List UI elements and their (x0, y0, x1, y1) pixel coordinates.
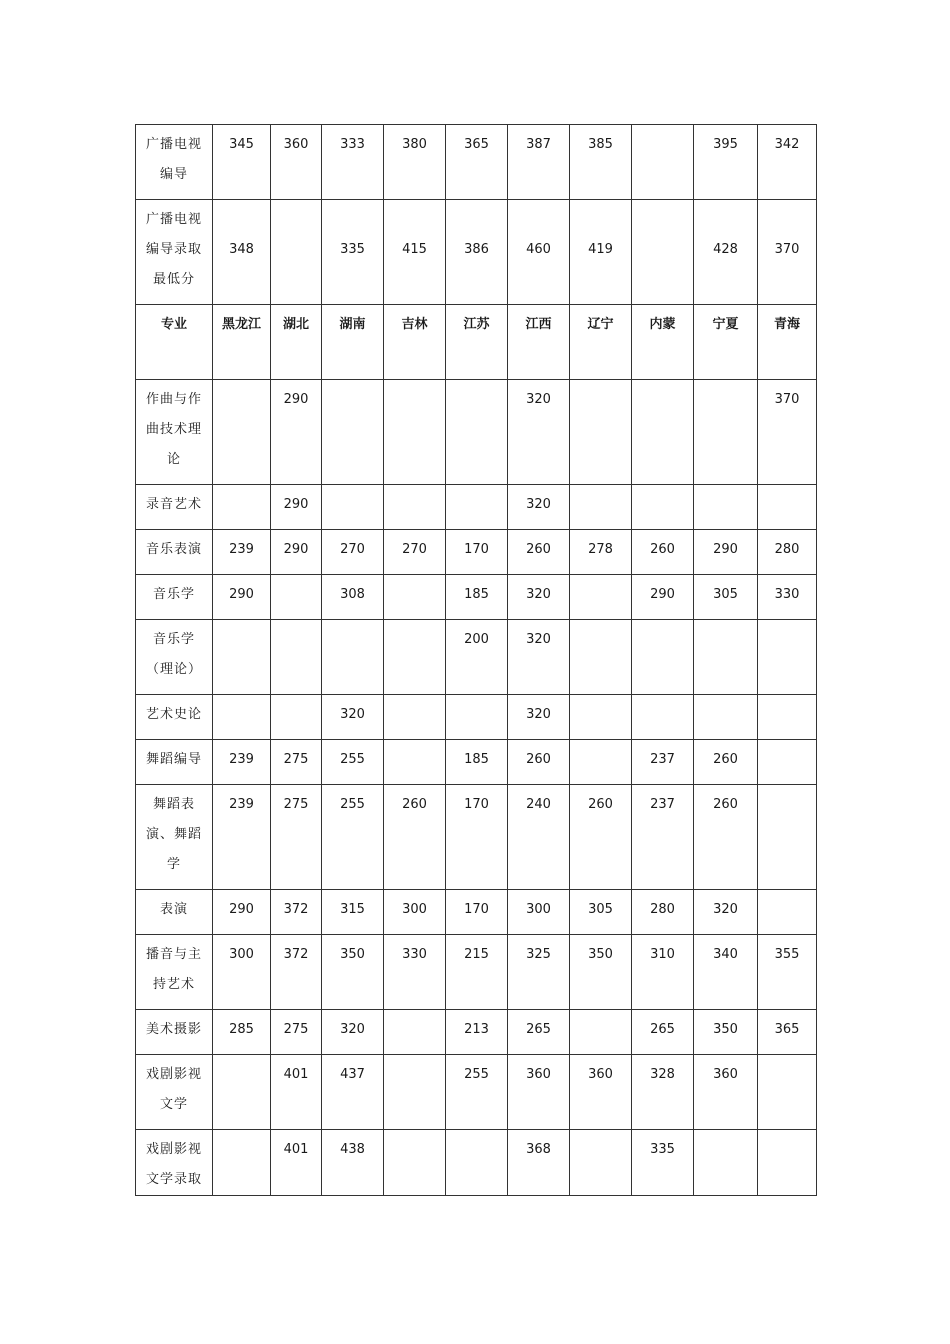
score-cell (213, 620, 271, 695)
score-cell: 342 (758, 125, 817, 200)
score-cell: 320 (322, 1010, 384, 1055)
score-cell (384, 485, 446, 530)
score-cell (384, 1130, 446, 1196)
score-cell (322, 485, 384, 530)
score-cell: 290 (271, 485, 322, 530)
score-cell (213, 695, 271, 740)
score-cell: 278 (570, 530, 632, 575)
score-cell: 300 (384, 890, 446, 935)
major-name-cell: 音乐学（理论） (136, 620, 213, 695)
score-cell (384, 380, 446, 485)
table-row (136, 1010, 817, 1055)
score-cell: 240 (508, 785, 570, 890)
score-cell: 350 (322, 935, 384, 1010)
score-cell: 290 (213, 890, 271, 935)
score-cell: 437 (322, 1055, 384, 1130)
score-cell (570, 380, 632, 485)
major-name-cell: 舞蹈编导 (136, 740, 213, 785)
score-cell: 255 (322, 785, 384, 890)
score-cell: 360 (570, 1055, 632, 1130)
table-row (136, 125, 817, 200)
score-cell: 305 (570, 890, 632, 935)
score-cell: 368 (508, 1130, 570, 1196)
score-cell (570, 1130, 632, 1196)
score-cell: 300 (508, 890, 570, 935)
score-cell (694, 1130, 758, 1196)
table-row (136, 200, 817, 305)
score-cell: 401 (271, 1055, 322, 1130)
score-cell: 460 (508, 200, 570, 305)
score-cell (384, 740, 446, 785)
table-row (136, 620, 817, 695)
score-cell (758, 1055, 817, 1130)
major-name-cell: 戏剧影视文学录取 (136, 1130, 213, 1196)
score-cell: 328 (632, 1055, 694, 1130)
table-row (136, 935, 817, 1010)
score-cell: 237 (632, 740, 694, 785)
score-cell (758, 1130, 817, 1196)
score-cell (570, 485, 632, 530)
major-name-cell: 美术摄影 (136, 1010, 213, 1055)
header-province: 江苏 (446, 305, 508, 380)
score-cell (446, 1130, 508, 1196)
score-cell: 320 (508, 695, 570, 740)
score-cell (446, 695, 508, 740)
score-cell: 255 (322, 740, 384, 785)
table-row (136, 695, 817, 740)
score-cell: 330 (384, 935, 446, 1010)
score-cell (632, 125, 694, 200)
score-cell: 315 (322, 890, 384, 935)
table-row (136, 890, 817, 935)
score-cell: 380 (384, 125, 446, 200)
score-cell: 372 (271, 935, 322, 1010)
score-cell: 290 (271, 380, 322, 485)
score-cell: 320 (508, 575, 570, 620)
score-cell: 428 (694, 200, 758, 305)
score-cell: 260 (694, 740, 758, 785)
score-cell: 239 (213, 740, 271, 785)
table-row (136, 485, 817, 530)
score-cell: 260 (694, 785, 758, 890)
major-name-cell: 播音与主持艺术 (136, 935, 213, 1010)
score-cell: 260 (632, 530, 694, 575)
score-cell: 305 (694, 575, 758, 620)
score-cell (632, 485, 694, 530)
score-cell (271, 695, 322, 740)
score-cell: 270 (384, 530, 446, 575)
score-cell: 275 (271, 1010, 322, 1055)
score-cell: 387 (508, 125, 570, 200)
score-cell (694, 485, 758, 530)
major-name-cell: 戏剧影视文学 (136, 1055, 213, 1130)
score-cell: 290 (694, 530, 758, 575)
admission-score-table (135, 124, 817, 1196)
score-cell: 260 (508, 530, 570, 575)
score-cell (694, 620, 758, 695)
table-row (136, 1055, 817, 1130)
score-table-rows (136, 380, 817, 1196)
header-province: 湖北 (271, 305, 322, 380)
score-cell (384, 1010, 446, 1055)
major-name-cell: 舞蹈表演、舞蹈学 (136, 785, 213, 890)
score-cell (213, 1130, 271, 1196)
score-cell: 395 (694, 125, 758, 200)
table-row (136, 740, 817, 785)
score-cell: 340 (694, 935, 758, 1010)
header-province: 宁夏 (694, 305, 758, 380)
score-cell (758, 695, 817, 740)
score-table-body (136, 125, 817, 380)
table-row (136, 785, 817, 890)
score-cell: 275 (271, 785, 322, 890)
header-province: 吉林 (384, 305, 446, 380)
score-cell: 360 (271, 125, 322, 200)
score-cell (632, 380, 694, 485)
header-province: 江西 (508, 305, 570, 380)
score-cell: 385 (570, 125, 632, 200)
score-cell: 401 (271, 1130, 322, 1196)
score-cell: 360 (694, 1055, 758, 1130)
score-cell (271, 575, 322, 620)
score-cell: 365 (758, 1010, 817, 1055)
score-cell: 185 (446, 575, 508, 620)
score-cell: 237 (632, 785, 694, 890)
score-cell: 350 (570, 935, 632, 1010)
major-name-cell: 表演 (136, 890, 213, 935)
table-row (136, 575, 817, 620)
table-row (136, 530, 817, 575)
score-cell: 320 (508, 485, 570, 530)
score-cell: 260 (570, 785, 632, 890)
major-name-cell: 音乐表演 (136, 530, 213, 575)
score-cell: 330 (758, 575, 817, 620)
table-row (136, 380, 817, 485)
score-cell: 265 (632, 1010, 694, 1055)
score-cell: 370 (758, 380, 817, 485)
score-cell (213, 380, 271, 485)
header-province: 青海 (758, 305, 817, 380)
score-cell: 355 (758, 935, 817, 1010)
score-cell (758, 890, 817, 935)
score-cell (384, 695, 446, 740)
score-cell (384, 1055, 446, 1130)
score-cell (322, 380, 384, 485)
score-cell: 308 (322, 575, 384, 620)
score-cell: 270 (322, 530, 384, 575)
score-cell (758, 485, 817, 530)
score-cell: 285 (213, 1010, 271, 1055)
score-cell: 265 (508, 1010, 570, 1055)
score-cell (694, 695, 758, 740)
score-cell: 239 (213, 530, 271, 575)
score-cell: 200 (446, 620, 508, 695)
score-cell: 275 (271, 740, 322, 785)
score-cell: 419 (570, 200, 632, 305)
header-province: 内蒙 (632, 305, 694, 380)
score-cell (570, 1010, 632, 1055)
score-cell: 290 (271, 530, 322, 575)
header-major: 专业 (136, 305, 213, 380)
score-cell: 260 (384, 785, 446, 890)
score-cell: 345 (213, 125, 271, 200)
score-cell (384, 620, 446, 695)
score-cell: 360 (508, 1055, 570, 1130)
score-cell: 170 (446, 890, 508, 935)
score-cell (322, 620, 384, 695)
header-province: 黑龙江 (213, 305, 271, 380)
score-cell: 438 (322, 1130, 384, 1196)
score-cell (570, 740, 632, 785)
score-cell: 348 (213, 200, 271, 305)
score-cell: 290 (213, 575, 271, 620)
score-cell: 300 (213, 935, 271, 1010)
score-cell (758, 785, 817, 890)
score-cell: 260 (508, 740, 570, 785)
score-cell (758, 740, 817, 785)
score-cell: 372 (271, 890, 322, 935)
province-header-row (136, 305, 817, 380)
score-cell (271, 200, 322, 305)
score-cell: 320 (322, 695, 384, 740)
score-cell (632, 695, 694, 740)
score-cell: 255 (446, 1055, 508, 1130)
score-cell (632, 200, 694, 305)
table-row (136, 1130, 817, 1196)
score-cell: 280 (632, 890, 694, 935)
score-cell: 370 (758, 200, 817, 305)
header-province: 辽宁 (570, 305, 632, 380)
score-cell: 415 (384, 200, 446, 305)
score-cell: 170 (446, 785, 508, 890)
score-cell (570, 575, 632, 620)
score-cell: 320 (508, 620, 570, 695)
score-cell: 365 (446, 125, 508, 200)
major-name-cell: 录音艺术 (136, 485, 213, 530)
score-cell (384, 575, 446, 620)
score-cell: 239 (213, 785, 271, 890)
score-cell: 290 (632, 575, 694, 620)
score-cell: 215 (446, 935, 508, 1010)
score-cell (213, 1055, 271, 1130)
score-cell: 320 (694, 890, 758, 935)
score-cell: 213 (446, 1010, 508, 1055)
score-cell (213, 485, 271, 530)
score-cell (570, 620, 632, 695)
score-cell (758, 620, 817, 695)
score-cell: 320 (508, 380, 570, 485)
major-name-cell: 广播电视编导 (136, 125, 213, 200)
score-cell (570, 695, 632, 740)
score-cell: 310 (632, 935, 694, 1010)
major-name-cell: 作曲与作曲技术理论 (136, 380, 213, 485)
score-cell: 280 (758, 530, 817, 575)
header-province: 湖南 (322, 305, 384, 380)
score-cell: 335 (322, 200, 384, 305)
score-cell (694, 380, 758, 485)
score-cell (446, 380, 508, 485)
score-cell (446, 485, 508, 530)
major-name-cell: 广播电视编导录取最低分 (136, 200, 213, 305)
score-cell (271, 620, 322, 695)
score-cell: 325 (508, 935, 570, 1010)
score-cell: 386 (446, 200, 508, 305)
score-cell: 335 (632, 1130, 694, 1196)
score-cell: 350 (694, 1010, 758, 1055)
score-cell: 185 (446, 740, 508, 785)
score-cell: 333 (322, 125, 384, 200)
major-name-cell: 音乐学 (136, 575, 213, 620)
score-cell: 170 (446, 530, 508, 575)
score-cell (632, 620, 694, 695)
major-name-cell: 艺术史论 (136, 695, 213, 740)
